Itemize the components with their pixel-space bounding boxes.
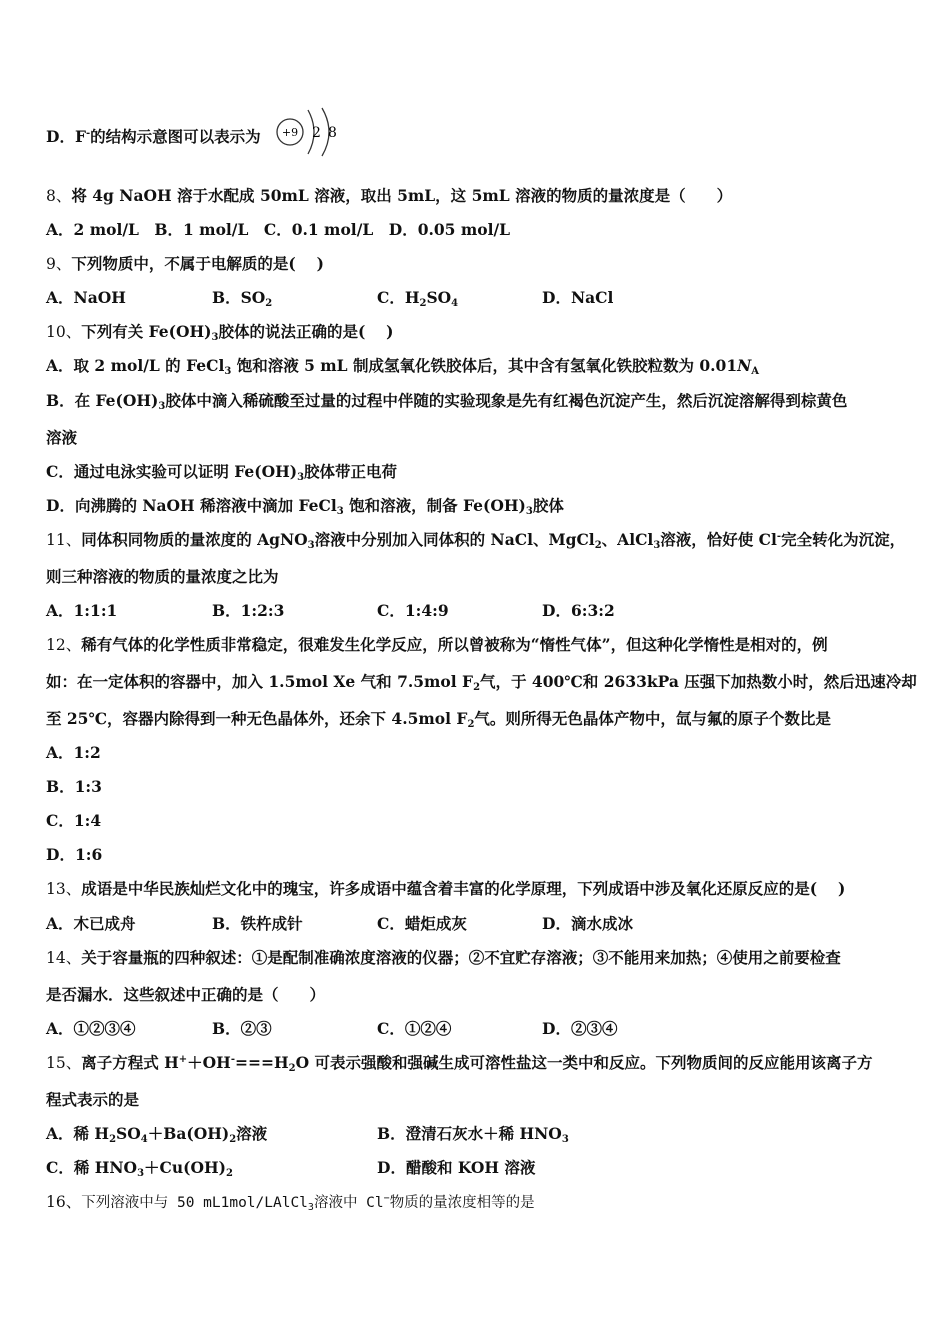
shell-2-electrons: 8	[328, 125, 337, 141]
q13-option-b: B．铁杵成针	[212, 914, 303, 933]
q14-option-d: D．②③④	[542, 1019, 618, 1038]
q15-option-c: C．稀 $HNO_3+Cu(OH)_2$	[46, 1158, 233, 1179]
nucleus-charge: +9	[281, 126, 299, 139]
q13-option-d: D．滴水成冰	[542, 914, 633, 933]
q13-stem: 13、成语是中华民族灿烂文化中的瑰宝，许多成语中蕴含着丰富的化学原理，下列成语中涉及氧化还原反应的是( )	[46, 879, 846, 898]
q11-stem: 11、同体积同物质的量浓度的 AgNO$_3$溶液中分别加入同体积的 NaCl、MgCl$_2$、AlCl$_3$溶液，恰好使 Cl-完全转化为沉淀，	[46, 530, 906, 551]
q14-stem-cont: 是否漏水．这些叙述中正确的是（ ）	[46, 985, 326, 1004]
q12-stem: 12、稀有气体的化学性质非常稳定，很难发生化学反应，所以曾被称为“惰性气体”，但这种化学惰性是相对的，例	[46, 635, 828, 654]
q10-option-a: A．取 2 mol/L 的 FeCl$_3$ 饱和溶液 5 mL 制成氢氧化铁胶体后，其中含有氢氧化铁胶粒数为 $0.01N_A$	[46, 356, 760, 377]
q12-stem-line3: 至 25℃，容器内除得到一种无色晶体外，还余下 4.5mol $F_2$气。则所得无色晶体产物中，氙与氟的原子个数比是	[46, 709, 831, 730]
q16-stem: 16、下列溶液中与 50 mL1mol/LAlCl$_3$溶液中 Cl−物质的量浓度相等的是	[46, 1193, 535, 1213]
q8-options: A．2 mol/L B．1 mol/L C．0.1 mol/L D．0.05 mol/L	[46, 220, 511, 239]
q14-option-b: B．②③	[212, 1019, 272, 1038]
q13-option-c: C．蜡炬成灰	[377, 914, 467, 933]
q12-option-c: C．1:4	[46, 811, 102, 830]
q11-option-b: B．1:2:3	[212, 601, 285, 620]
q9-option-b: B．$SO_2$	[212, 288, 273, 309]
q12-stem-line2: 如：在一定体积的容器中，加入 1.5mol Xe 气和 7.5mol $F_2$气，于 400℃和 2633kPa 压强下加热数小时，然后迅速冷却	[46, 672, 917, 693]
q9-option-a: A．NaOH	[46, 288, 126, 307]
q15-option-a: A．稀 $H_2SO_4+Ba(OH)_2$溶液	[46, 1124, 268, 1145]
q12-option-a: A．1:2	[46, 743, 101, 762]
q15-option-b: B．澄清石灰水＋稀 $HNO_3$	[377, 1124, 569, 1145]
q14-stem: 14、关于容量瓶的四种叙述：①是配制准确浓度溶液的仪器；②不宜贮存溶液；③不能用来加热；④使用之前要检查	[46, 948, 841, 967]
q15-option-d: D．醋酸和 KOH 溶液	[377, 1158, 536, 1177]
q10-stem: 10、下列有关 $Fe(OH)_3$胶体的说法正确的是( )	[46, 322, 394, 343]
q12-option-d: D．1:6	[46, 845, 103, 864]
q14-option-a: A．①②③④	[46, 1019, 136, 1038]
q9-stem: 9、下列物质中，不属于电解质的是( )	[46, 254, 324, 273]
shell-1-electrons: 2	[312, 125, 321, 141]
q11-option-d: D．6:3:2	[542, 601, 615, 620]
q15-stem-cont: 程式表示的是	[46, 1090, 140, 1109]
q10-option-b: B．在 $Fe(OH)_3$胶体中滴入稀硫酸至过量的过程中伴随的实验现象是先有红褐色沉淀产生，然后沉淀溶解得到棕黄色	[46, 391, 848, 412]
q10-option-b-cont: 溶液	[46, 428, 78, 447]
q8-stem: 8、将 4g NaOH 溶于水配成 50mL 溶液，取出 5mL，这 5mL 溶液的物质的量浓度是（ ）	[46, 186, 733, 205]
q11-stem-cont: 则三种溶液的物质的量浓度之比为	[46, 567, 279, 586]
q15-stem: 15、离子方程式 $H^++OH^-===H_2O$ 可表示强酸和强碱生成可溶性盐这一类中和反应。下列物质间的反应能用该离子方	[46, 1053, 873, 1074]
q11-option-c: C．1:4:9	[377, 601, 449, 620]
q11-option-a: A．1:1:1	[46, 601, 118, 620]
q9-option-d: D．NaCl	[542, 288, 614, 307]
q7-option-d: D．F-的结构示意图可以表示为	[46, 127, 261, 146]
q13-option-a: A．木已成舟	[46, 914, 136, 933]
q14-option-c: C．①②④	[377, 1019, 452, 1038]
q10-option-d: D．向沸腾的 NaOH 稀溶液中滴加 FeCl$_3$ 饱和溶液，制备 $Fe(OH)_3$胶体	[46, 496, 564, 517]
fluoride-ion-structure-diagram	[274, 104, 346, 160]
q10-option-c: C．通过电泳实验可以证明 $Fe(OH)_3$胶体带正电荷	[46, 462, 398, 483]
q12-option-b: B．1:3	[46, 777, 102, 796]
q9-option-c: C．$H_2SO_4$	[377, 288, 459, 309]
